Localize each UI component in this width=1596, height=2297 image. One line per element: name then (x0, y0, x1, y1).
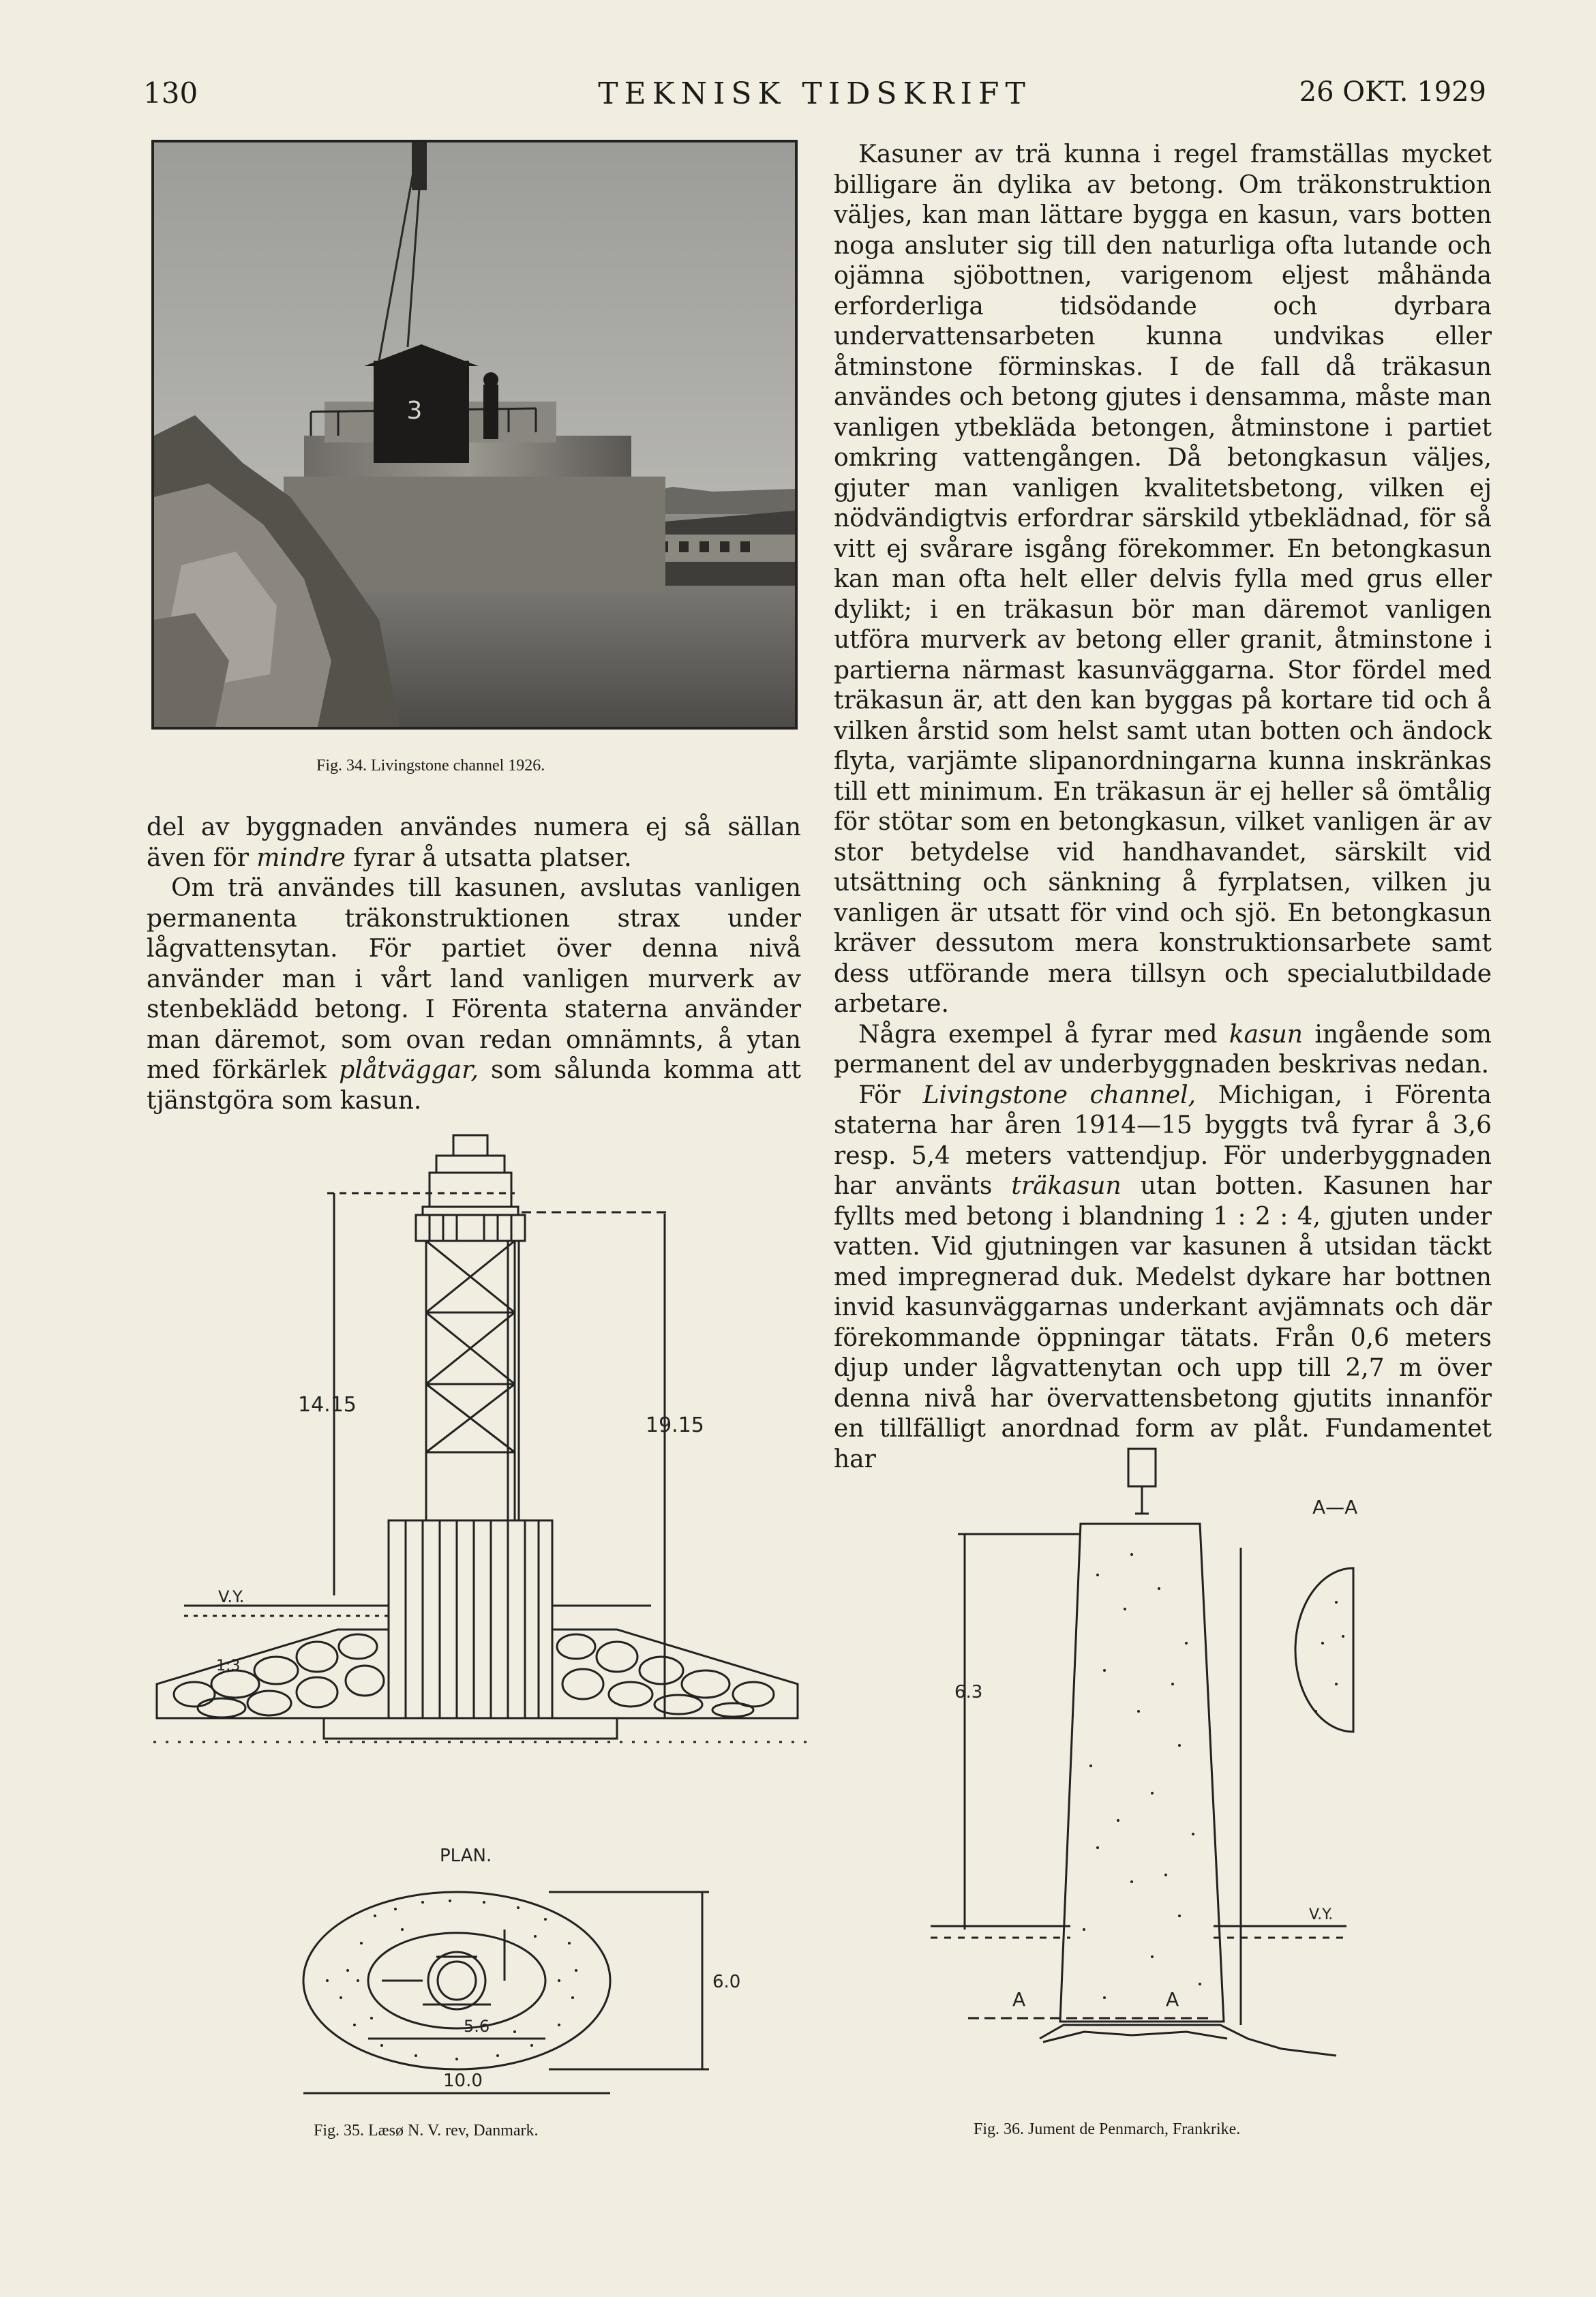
left-paragraph-2: Om trä användes till kasunen, avslutas vanligen permanenta träkonstruktionen strax under lågvattensytan. För partiet över denna nivå använder man i vårt land vanligen murverk av stenbeklädd betong. I Förenta staterna använder man däremot, som ovan redan omnämnts, å ytan med förkärlek plåtväggar, som sålunda komma att tjänstgöra som kasun. (147, 874, 801, 1115)
fig35-caption: Fig. 35. Læsø N. V. rev, Danmark. (314, 2122, 539, 2140)
fig36-cut-right: A (1166, 1988, 1179, 2011)
fig35-plan-width: 10.0 (443, 2071, 483, 2091)
page-number: 130 (143, 76, 198, 110)
tower-number: 3 (406, 397, 423, 425)
fig36-caption: Fig. 36. Jument de Penmarch, Frankrike. (974, 2120, 1241, 2138)
fig35-slope: 1:3 (216, 1657, 241, 1675)
right-paragraph-1: Kasuner av trä kunna i regel framställas mycket billigare än dylika av betong. Om träkonstruktion väljes, kan man lättare bygga en kasun, vars botten noga ansluter sig till den naturliga ofta lutande och ojämna sjöbottnen, varigenom eljest måhända erforderliga tidsödande och dyrbara undervattensarbeten kunna undvikas eller åtminstone förminskas. I de fall då träkasun användes och betong gjutes i densamma, måste man vanligen ytbekläda betongen, åtminstone i partiet omkring vattengången. Då betongkasun väljes, gjuter man vanligen kvalitetsbetong, vilken ej nödvändigtvis erfordrar särskild ytbeklädnad, för så vitt ej svårare isgång förekommer. En betongkasun kan man ofta helt eller delvis fylla med grus eller dylikt; i en träkasun bör man däremot vanligen utföra murverk av betong eller granit, åtminstone i partierna närmast kasunväggarna. Stor fördel med träkasun är, att den kan byggas på kortare tid och å vilken årstid som helst samt utan botten och ändock flyta, varjämte slipanordningarna kunna inskränkas till ett minimum. En träkasun är ej heller så ömtålig för stötar som en betongkasun, vilket vanligen är av stor betydelse vid handhavandet, särskilt vid utsättning och sänkning å fyrplatsen, vilken ju vanligen är utsatt för vind och sjö. En betongkasun kräver dessutom mera konstruktionsarbete samt dess utförande mera tillsyn och specialutbildade arbetare. (834, 140, 1492, 1018)
lighthouse-photo (151, 140, 798, 730)
fig35-plan-title: PLAN. (440, 1846, 492, 1866)
right-paragraph-3: För Livingstone channel, Michigan, i Förenta staterna har åren 1914—15 byggts två fyrar å 3,6 resp. 5,4 meters vattendjup. För underbyggnaden har använts träkasun utan botten. Kasunen har fyllts med betong i blandning 1 : 2 : 4, gjuten under vatten. Vid gjutningen var kasunen å utsidan täckt med impregnerad duk. Medelst dykare har bottnen invid kasunväggarnas underkant avjämnats och där förekommande öppningar tätats. Från 0,6 meters djup under lågvattenytan och upp till 2,7 m över denna nivå har övervattensbetong gjutits innanför en tillfälligt anordnad form av plåt. Fundamentet har (834, 1081, 1492, 1473)
left-column (147, 813, 801, 1116)
fig36-section-label: A—A (1312, 1496, 1358, 1518)
right-paragraph-2: Några exempel å fyrar med kasun ingående som permanent del av underbyggnaden beskrivas nedan. (834, 1020, 1492, 1079)
page-header (143, 76, 1486, 124)
fig34-caption: Fig. 34. Livingstone channel 1926. (316, 757, 545, 775)
fig35-height-left: 14.15 (298, 1393, 357, 1417)
fig35-elevation-drawing (153, 1125, 808, 1782)
fig35-plan-drawing (300, 1834, 741, 2110)
issue-date: 26 OKT. 1929 (1299, 76, 1486, 108)
left-paragraph-1: del av byggnaden användes numera ej så sällan även för mindre fyrar å utsatta platser. (147, 813, 801, 872)
fig36-height: 6.3 (954, 1682, 983, 1702)
journal-title: TEKNISK TIDSKRIFT (598, 76, 1032, 111)
fig35-water-level: V.Y. (218, 1587, 245, 1606)
fig36-section-drawing (927, 1439, 1425, 2096)
fig35-height-right: 19.15 (646, 1413, 704, 1437)
fig35-plan-depth: 6.0 (712, 1972, 741, 1992)
fig36-water-level: V.Y. (1309, 1906, 1334, 1923)
fig36-cut-left: A (1012, 1988, 1026, 2011)
fig35-plan-inner: 5.6 (464, 2017, 490, 2036)
right-column (834, 140, 1492, 1475)
